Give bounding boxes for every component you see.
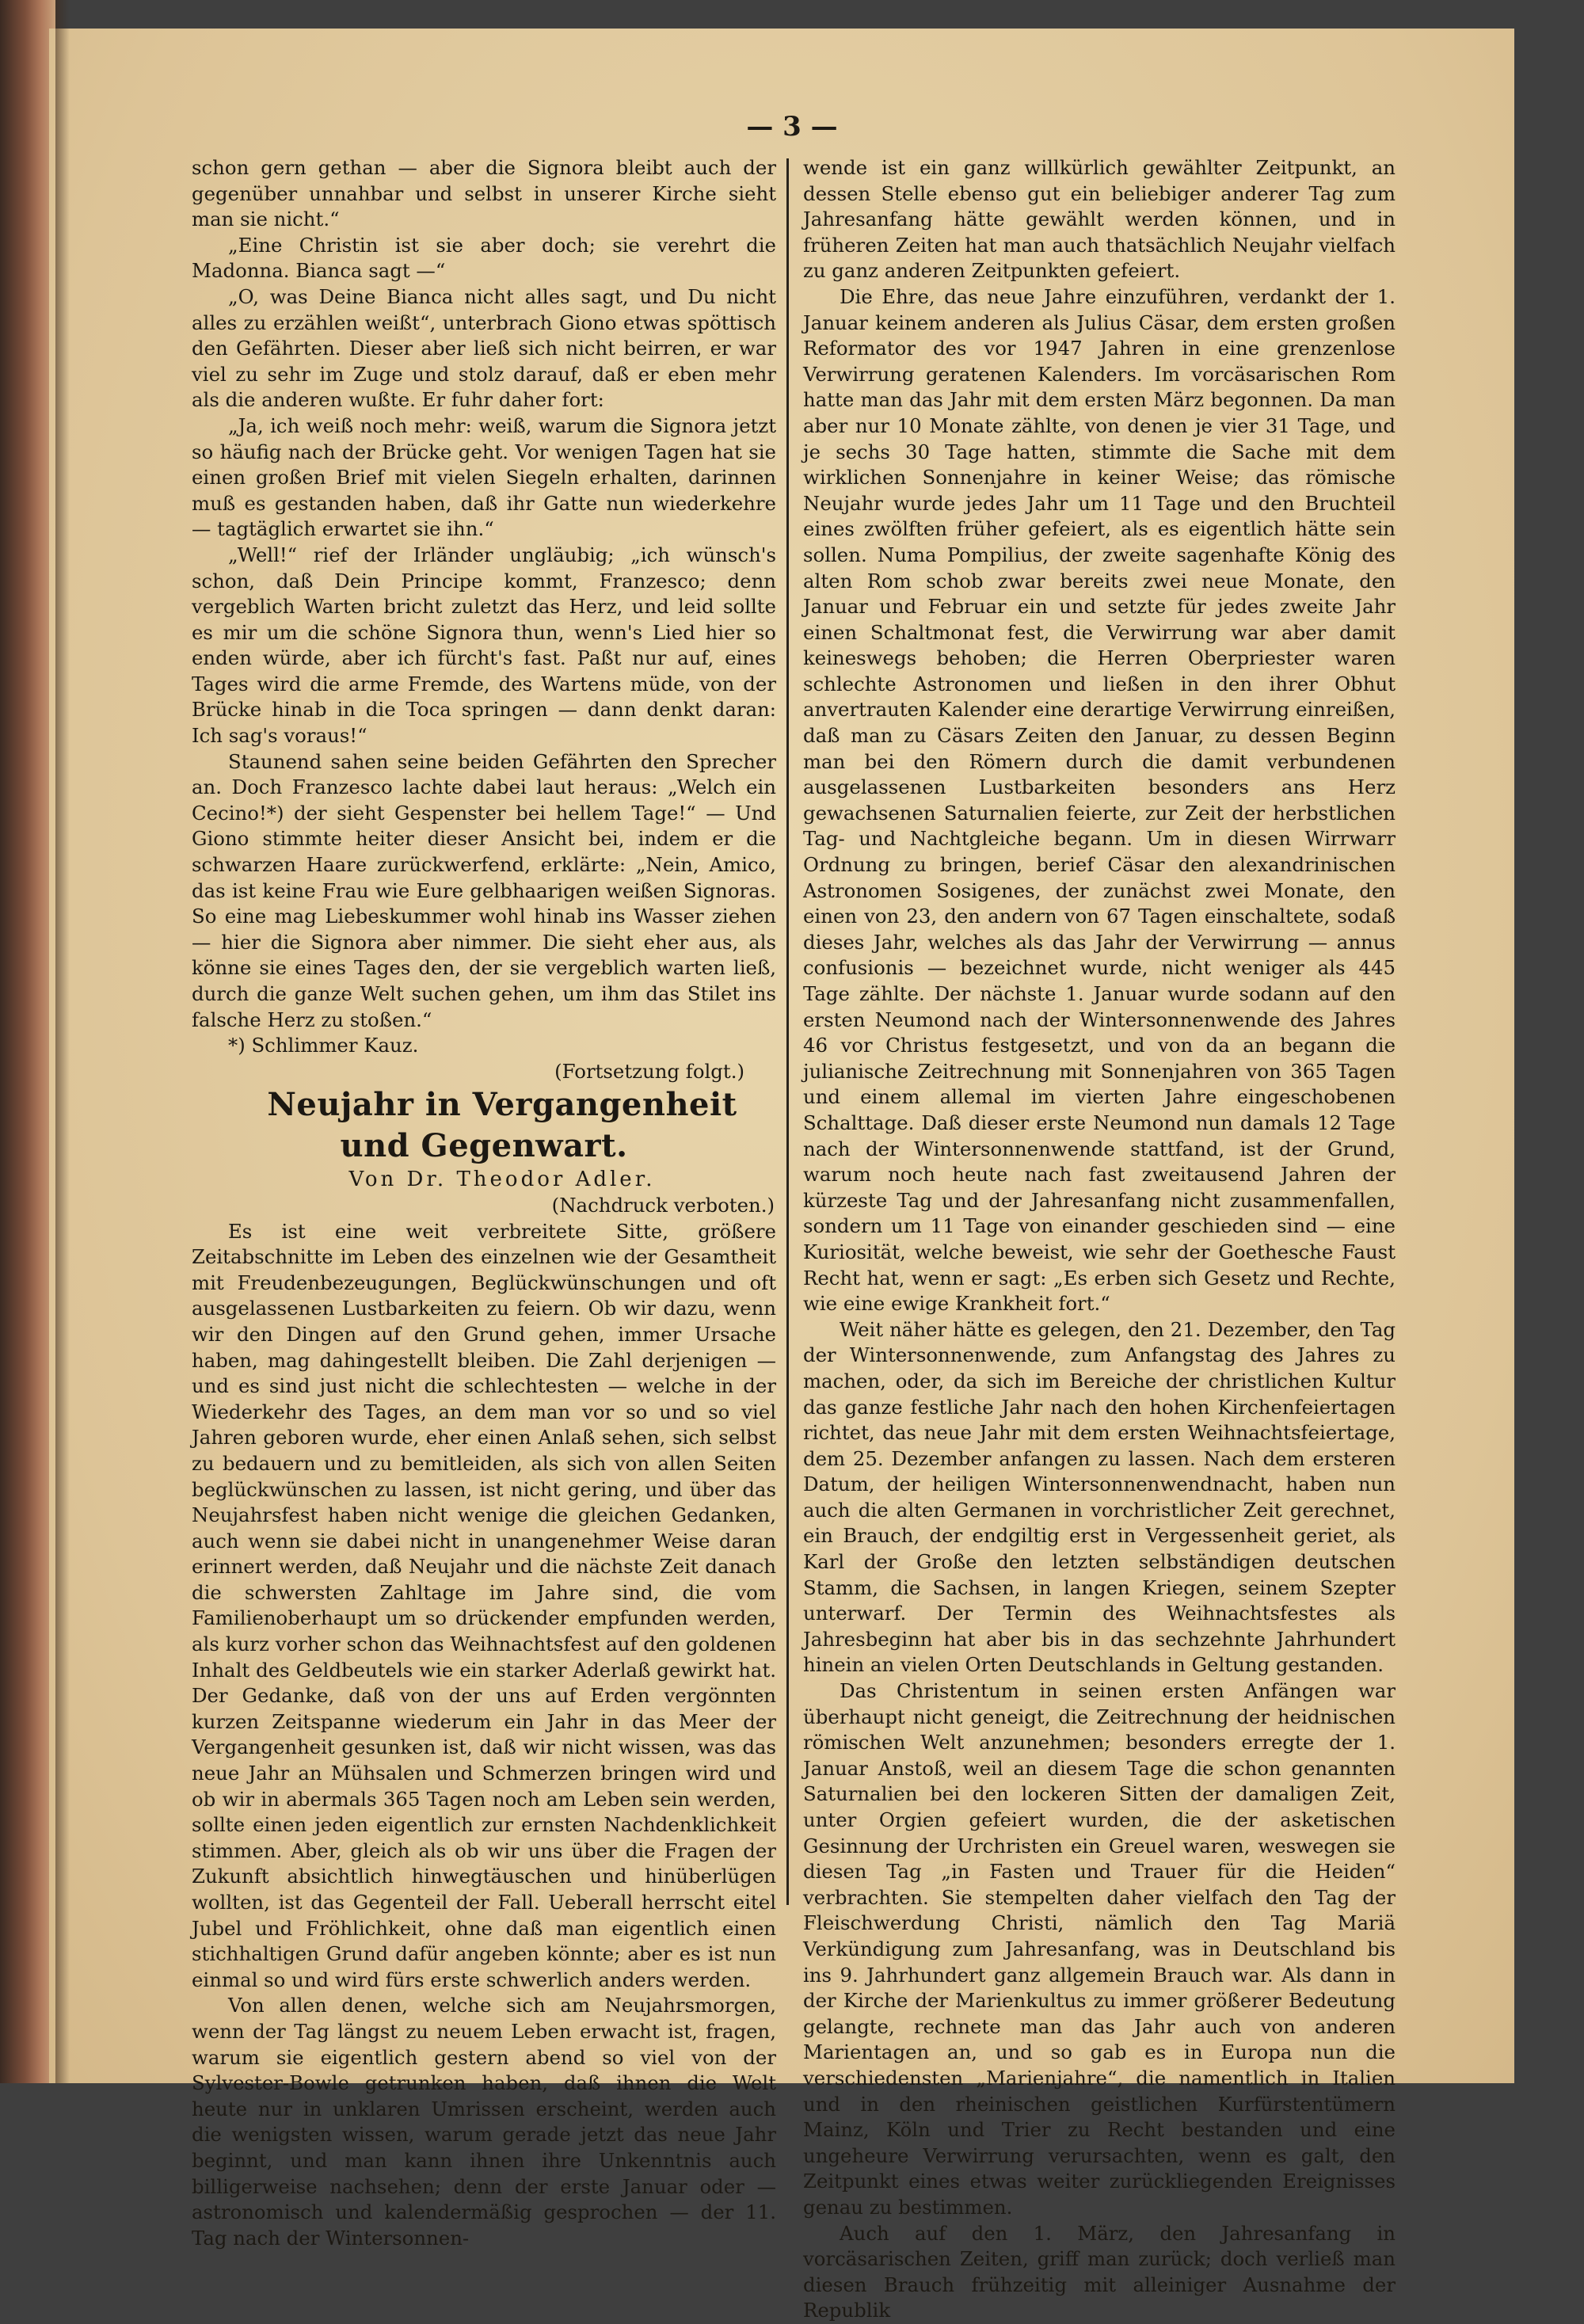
article-paragraph: Auch auf den 1. März, den Jahresanfang in vorcäsarischen Zeiten, griff man zurück; doch verließ man diesen Brauch frühzeitig mit alleiniger Ausnahme der Republik: [803, 2221, 1396, 2322]
article-paragraph: Die Ehre, das neue Jahre einzuführen, verdankt der 1. Januar keinem anderen als Julius Cäsar, dem ersten großen Reformator des vor 1947 Jahren in eine grenzenlose Verwirrung geratenen Kalenders. Im vorcäsarischen Rom hatte man das Jahr mit dem ersten März begonnen. Da man aber nur 10 Monate zählte, von denen je vier 31 Tage, und je sechs 30 Tage hatten, stimmte die Sache mit dem wirklichen Sonnenjahre in keiner Weise; das römische Neujahr wurde jedes Jahr um 11 Tage und den Bruchteil eines zwölften früher gefeiert, als es eigentlich hätte sein sollen. Numa Pompilius, der zweite sagenhafte König des alten Rom schob zwar bereits zwei neue Monate, den Januar und Februar ein und setzte für jedes zweite Jahr einen Schaltmonat fest, die Verwirrung war aber damit keineswegs behoben; die Herren Oberpriester waren schlechte Astronomen und ließen in den ihrer Obhut anvertrauten Kalender eine derartige Verwirrung einreißen, daß man zu Cäsars Zeiten den Januar, zu dessen Beginn man bei den Römern durch die damit verbundenen ausgelassenen Lustbarkeiten besonders ans Herz gewachsenen Saturnalien feierte, zur Zeit der herbstlichen Tag- und Nachtgleiche begann. Um in diesen Wirrwarr Ordnung zu bringen, berief Cäsar den alexandrinischen Astronomen Sosigenes, der zunächst zwei Monate, den einen von 23, den andern von 67 Tagen einschaltete, sodaß dieses Jahr, welches als das Jahr der Verwirrung — annus confusionis — bezeichnet wurde, nicht weniger als 445 Tage zählte. Der nächste 1. Januar wurde sodann auf den ersten Neumond nach der Wintersonnenwende des Jahres 46 vor Christus festgesetzt, und von da an begann die julianische Zeitrechnung mit Sonnenjahren von 365 Tagen und einem allemal im vierten Jahre eingeschobenen Schalttage. Daß dieser erste Neumond nun damals 12 Tage nach der Wintersonnenwende stattfand, ist der Grund, warum noch heute nach fast zweitausend Jahren der kürzeste Tag und der Jahresanfang nicht zusammenfallen, sondern um 11 Tage von einander geschieden sind — eine Kuriosität, welche beweist, wie sehr der Goethesche Faust Recht hat, wenn er sagt: „Es erben sich Gesetz und Rechte, wie eine ewige Krankheit fort.“: [803, 284, 1396, 1316]
book-binding: [0, 0, 55, 2083]
story-paragraph: „Ja, ich weiß noch mehr: weiß, warum die Signora jetzt so häufig nach der Brücke geht. Vor wenigen Tagen hat sie einen großen Brief mit vielen Siegeln erhalten, darinnen muß es gestanden haben, daß ihr Gatte nun wiederkehre — tagtäglich erwartet sie ihn.“: [192, 413, 776, 541]
article-paragraph: Es ist eine weit verbreitete Sitte, größere Zeitabschnitte im Leben des einzelnen wie der Gesamtheit mit Freudenbezeugungen, Beglückwünschungen und oft ausgelassenen Lustbarkeiten zu feiern. Ob wir dazu, wenn wir den Dingen auf den Grund gehen, immer Ursache haben, mag dahingestellt bleiben. Die Zahl derjenigen — und es sind just nicht die schlechtesten — welche in der Wiederkehr des Tages, an dem man vor so und so viel Jahren geboren wurde, eher einen Anlaß sehen, sich selbst zu bedauern und zu bemitleiden, als sich von allen Seiten beglückwünschen zu lassen, ist nicht gering, und über das Neujahrsfest haben nicht wenige die gleichen Gedanken, auch wenn sie dabei nicht in unangenehmer Weise daran erinnert werden, daß Neujahr und die nächste Zeit danach die schwersten Zahltage im Jahre sind, die vom Familienoberhaupt um so drückender empfunden werden, als kurz vorher schon das Weihnachtsfest auf den goldenen Inhalt des Geldbeutels wie ein starker Aderlaß gewirkt hat. Der Gedanke, daß von der uns auf Erden vergönnten kurzen Zeitspanne wiederum ein Jahr in das Meer der Vergangenheit gesunken ist, daß wir nicht wissen, was das neue Jahr an Mühsalen und Schmerzen bringen wird und ob wir in abermals 365 Tagen noch am Leben sein werden, sollte einen jeden eigentlich zur ernsten Nachdenklichkeit stimmen. Aber, gleich als ob wir uns über die Fragen der Zukunft absichtlich hinwegtäuschen und hinüberlügen wollten, ist das Gegenteil der Fall. Ueberall herrscht eitel Jubel und Fröhlichkeit, ohne daß man eigentlich einen stichhaltigen Grund dafür angeben könnte; aber es ist nun einmal so und wird fürs erste schwerlich anders werden.: [192, 1219, 776, 1991]
continuation-note: (Fortsetzung folgt.): [554, 1059, 744, 1083]
story-paragraph: „O, was Deine Bianca nicht alles sagt, und Du nicht alles zu erzählen weißt“, unterbrach Giono etwas spöttisch den Gefährten. Dieser aber ließ sich nicht beirren, er war viel zu sehr im Zuge und stolz darauf, daß er eben mehr als die anderen wußte. Er fuhr daher fort:: [192, 284, 776, 412]
article-byline: Von Dr. Theodor Adler.: [348, 1168, 656, 1192]
article-paragraph: Das Christentum in seinen ersten Anfängen war überhaupt nicht geneigt, die Zeitrechnung der heidnischen römischen Welt anzunehmen; besonders erregte der 1. Januar Anstoß, weil an diesem Tage die schon genannten Saturnalien bei den lockeren Sitten der damaligen Zeit, unter Orgien gefeiert wurden, die der asketischen Gesinnung der Urchristen ein Greuel waren, weswegen sie diesen Tag „in Fasten und Trauer für die Heiden“ verbrachten. Sie stempelten daher vielfach den Tag der Fleischwerdung Christi, nämlich den Tag Mariä Verkündigung zum Jahresanfang, was in Deutschland bis ins 9. Jahrhundert ganz allgemein Brauch war. Als dann in der Kirche der Marienkultus zu immer größerer Bedeutung gelangte, rechnete man das Jahr auch von anderen Marientagen an, und so gab es in Europa nun die verschiedensten „Marienjahre“, die namentlich in Italien und in den rheinischen geistlichen Kurfürstentümern Mainz, Köln und Trier zu Recht bestanden und eine ungeheure Verwirrung verursachten, wenn es galt, den Zeitpunkt eines etwas weiter zurückliegenden Ereignisses genau zu bestimmen.: [803, 1679, 1396, 2219]
left-column: [192, 155, 776, 2251]
article-paragraph: Von allen denen, welche sich am Neujahrsmorgen, wenn der Tag längst zu neuem Leben erwacht ist, fragen, warum sie eigentlich gestern abend so viel von der Sylvester-Bowle getrunken haben, daß ihnen die Welt heute nur in unklaren Umrissen erscheint, werden auch die wenigsten wissen, warum gerade jetzt das neue Jahr beginnt, und man kann ihnen ihre Unkenntnis auch billigerweise nachsehen; denn der erste Januar oder — astronomisch und kalendermäßig gesprochen — der 11. Tag nach der Wintersonnen-: [192, 1994, 776, 2250]
footnote: *) Schlimmer Kauz.: [228, 1034, 419, 1057]
article-paragraph: Weit näher hätte es gelegen, den 21. Dezember, den Tag der Wintersonnenwende, zum Anfangstag des Jahres zu machen, oder, da sich im Bereiche der christlichen Kultur das ganze festliche Jahr nach den hohen Kirchenfeiertagen richtet, das neue Jahr mit dem ersten Weihnachtsfeiertage, dem 25. Dezember anfangen zu lassen. Nach dem ersteren Datum, der heiligen Wintersonnenwendnacht, haben nun auch die alten Germanen in vorchristlicher Zeit gerechnet, ein Brauch, der endgiltig erst in Vergessenheit geriet, als Karl der Große den letzten selbständigen deutschen Stamm, die Sachsen, in langen Kriegen, seinem Szepter unterwarf. Der Termin des Weihnachtsfestes als Jahresbeginn hat aber bis in das sechzehnte Jahrhundert hinein an vielen Orten Deutschlands in Geltung gestanden.: [803, 1317, 1396, 1677]
reprint-notice: (Nachdruck verboten.): [551, 1193, 775, 1217]
article-title: Neujahr in Vergangenheit und Gegenwart.: [267, 1086, 737, 1165]
page-number: — 3 —: [746, 111, 838, 143]
story-paragraph: „Eine Christin ist sie aber doch; sie verehrt die Madonna. Bianca sagt —“: [192, 233, 776, 283]
article-paragraph: wende ist ein ganz willkürlich gewählter Zeitpunkt, an dessen Stelle ebenso gut ein beliebiger anderer Tag zum Jahresanfang hätte gewählt werden können, und in früheren Zeiten hat man auch thatsächlich Neujahr vielfach zu ganz anderen Zeitpunkten gefeiert.: [803, 156, 1396, 283]
gutter-shadow: [55, 0, 70, 2083]
story-paragraph: „Well!“ rief der Irländer ungläubig; „ich wünsch's schon, daß Dein Principe kommt, Franzesco; denn vergeblich Warten bricht zuletzt das Herz, und leid sollte es mir um die schöne Signora thun, wenn's Lied hier so enden würde, aber ich fürcht's fast. Paßt nur auf, eines Tages wird die arme Fremde, des Wartens müde, von der Brücke hinab in die Toca springen — dann denkt daran: Ich sag's voraus!“: [192, 543, 776, 748]
story-paragraph: schon gern gethan — aber die Signora bleibt auch der gegenüber unnahbar und selbst in unserer Kirche sieht man sie nicht.“: [192, 156, 776, 231]
story-paragraph: Staunend sahen seine beiden Gefährten den Sprecher an. Doch Franzesco lachte dabei laut heraus: „Welch ein Cecino!*) der sieht Gespenster bei hellem Tage!“ — Und Giono stimmte heiter dieser Ansicht bei, indem er die schwarzen Haare zurückwerfend, erklärte: „Nein, Amico, das ist keine Frau wie Eure gelbhaarigen weißen Signoras. So eine mag Liebeskummer wohl hinab ins Wasser ziehen — hier die Signora aber nimmer. Die sieht eher aus, als könne sie eines Tages den, der sie vergeblich warten ließ, durch die ganze Welt suchen gehen, um ihm das Stilet ins falsche Herz zu stoßen.“: [192, 749, 776, 1031]
right-column: [803, 155, 1396, 2324]
column-divider: [786, 158, 789, 1905]
